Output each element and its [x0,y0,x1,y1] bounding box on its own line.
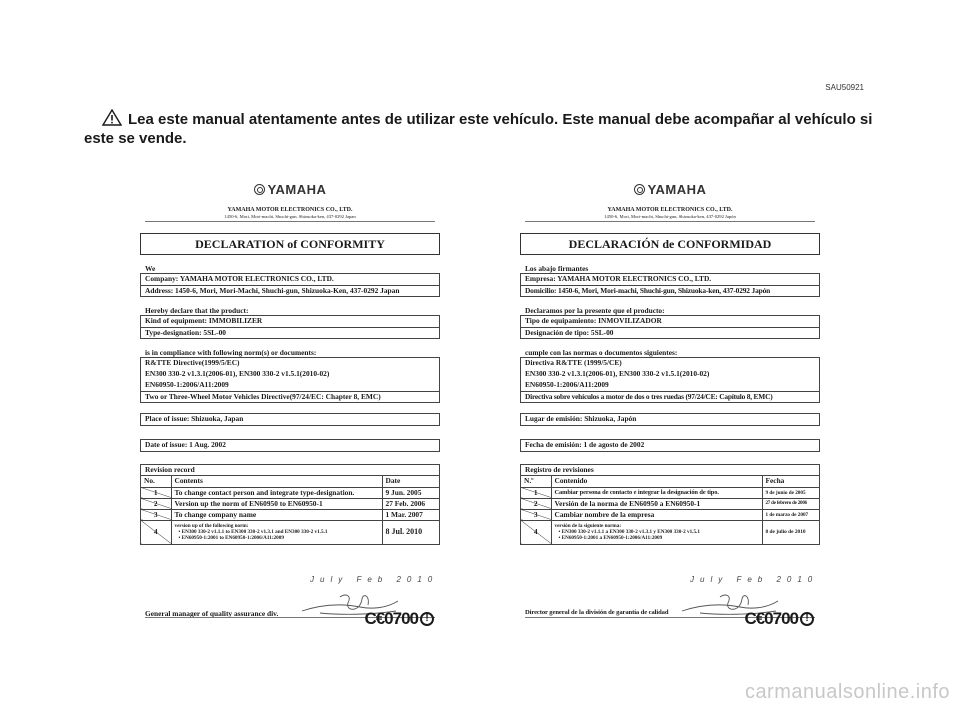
revision-date: 1 de marzo de 2007 [762,509,819,520]
revision-date: 27 de febrero de 2006 [762,498,819,509]
revision-table [141,476,439,544]
revision-content: versión de la siguiente norma: • EN300 330-2 v1.1.1 a EN300 330-2 v1.3.1 y EN300 330-2 v1.5.1 • EN60950-1:2001 a EN60950-1:2006/A11:2009 [551,520,762,544]
revision-content: Version up the norm of EN60950 to EN60950-1 [171,498,382,509]
company-box [140,273,440,297]
revision-title: Registro de revisiones [521,465,819,476]
date-of-issue: Date of issue: 1 Aug. 2002 [145,440,226,449]
revision-no: 4 [141,520,171,544]
table-row [141,520,439,544]
equipment-row: Kind of equipment: IMMOBILIZER [145,316,263,325]
warning-triangle-icon [102,109,122,126]
revision-date: 1 Mar. 2007 [382,509,439,520]
revision-no: 2 [521,498,551,509]
revision-table [521,476,819,544]
product-box [520,315,820,339]
revision-date: 8 Jul. 2010 [382,520,439,544]
company-address: 1450-6, Mori, Mori-machi, Shuchi-gun, Shizuoka-ken, 437-0292 Japón [525,214,815,222]
yamaha-tuning-fork-icon [254,184,265,195]
table-row [141,487,439,498]
product-label: Declaramos por la presente que el producto: [525,306,665,315]
revision-content: version up of the following norm: • EN300 330-2 v1.1.1 to EN300 330-2 v1.3.1 and EN300 330-2 v1.5.1 • EN60950-1:2001 to EN60950-1:2006/A11:2009 [171,520,382,544]
place-of-issue: Place of issue: Shizuoka, Japan [145,414,244,423]
revision-no: 3 [521,509,551,520]
handwritten-date: July Feb 2010 [690,575,819,584]
yamaha-tuning-fork-icon [634,184,645,195]
norm-row: R&TTE Directive(1999/5/EC) [145,358,240,367]
declaration-english [140,182,440,628]
revision-header-row [521,476,819,487]
revision-content: Cambiar persona de contacto e integrar la designación de tipo. [551,487,762,498]
signatory-title: General manager of quality assurance div. [145,609,279,618]
revision-no: 3 [141,509,171,520]
company-name: YAMAHA MOTOR ELECTRONICS CO., LTD. [607,207,733,213]
company-address: 1450-6, Mori, Mori-machi, Shuchi-gun, Shizuoka-ken, 437-0292 Japan [145,214,435,222]
norm-row: EN300 330-2 v1.3.1(2006-01), EN300 330-2 v1.5.1(2010-02) [525,369,710,378]
revision-record [140,464,440,545]
revision-content: Versión de la norma de EN60950 a EN60950-1 [551,498,762,509]
revision-no: 1 [521,487,551,498]
norm-row: EN60950-1:2006/A11:2009 [145,380,229,389]
we-label: Los abajo firmantes [525,264,589,273]
date-box [140,439,440,452]
revision-no: 2 [141,498,171,509]
company-row: Company: YAMAHA MOTOR ELECTRONICS CO., LTD. [145,274,334,283]
yamaha-logo: YAMAHA [520,182,820,198]
col-header-date: Date [382,476,439,487]
document-code: SAU50921 [825,83,864,92]
revision-content: To change contact person and integrate type-designation. [171,487,382,498]
norm-row: Two or Three-Wheel Motor Vehicles Directive(97/24/EC: Chapter 8, EMC) [141,391,439,402]
norm-row: Directiva R&TTE (1999/5/CE) [525,358,622,367]
product-label: Hereby declare that the product: [145,306,249,315]
declaration-title: DECLARATION of CONFORMITY [140,233,440,255]
table-row [141,509,439,520]
revision-content: To change company name [171,509,382,520]
norm-row: EN60950-1:2006/A11:2009 [525,380,609,389]
address-row: Address: 1450-6, Mori, Mori-Machi, Shuchi-gun, Shizuoka-Ken, 437-0292 Japan [141,285,439,296]
date-box [520,439,820,452]
company-name: YAMAHA MOTOR ELECTRONICS CO., LTD. [227,207,353,213]
declaration-title: DECLARACIÓN de CONFORMIDAD [520,233,820,255]
col-header-date: Fecha [762,476,819,487]
col-header-contents: Contents [174,476,203,486]
signatory-title: Director general de la división de garantía de calidad [525,609,669,616]
norms-label: cumple con las normas o documentos siguientes: [525,348,678,357]
product-box [140,315,440,339]
yamaha-logo: YAMAHA [140,182,440,198]
norm-row: EN300 330-2 v1.3.1(2006-01), EN300 330-2 v1.5.1(2010-02) [145,369,330,378]
alert-circle-icon: ! [420,612,434,626]
revision-date: 9 de junio de 2005 [762,487,819,498]
warning-text: Lea este manual atentamente antes de utilizar este vehículo. Este manual debe acompañar al vehículo si este se vende. [84,111,873,147]
table-row [521,487,819,498]
revision-date: 27 Feb. 2006 [382,498,439,509]
company-box [520,273,820,297]
ce-mark: C€0700 ! [364,609,434,629]
col-header-no: No. [141,476,171,487]
alert-circle-icon: ! [800,612,814,626]
revision-date: 8 de julio de 2010 [762,520,819,544]
revision-title: Revision record [141,465,439,476]
revision-header-row [141,476,439,487]
revision-record [520,464,820,545]
table-row [521,509,819,520]
we-label: We [145,264,156,273]
handwritten-date: July Feb 2010 [310,575,439,584]
col-header-contents: Contenido [554,476,588,486]
norms-box [140,357,440,403]
revision-date: 9 Jun. 2005 [382,487,439,498]
revision-no: 1 [141,487,171,498]
ce-mark: C€0700 ! [744,609,814,629]
norm-row: Directiva sobre vehículos a motor de dos o tres ruedas (97/24/CE: Capítulo 8, EMC) [521,391,819,402]
place-box [140,413,440,426]
norms-box [520,357,820,403]
equipment-row: Tipo de equipamiento: INMOVILIZADOR [525,316,662,325]
table-row [521,520,819,544]
warning-notice [84,109,874,148]
date-of-issue: Fecha de emisión: 1 de agosto de 2002 [525,440,645,449]
place-box [520,413,820,426]
type-row: Designación de tipo: 5SL-00 [521,327,819,338]
site-watermark: carmanualsonline.info [744,681,950,703]
col-header-no: N.º [521,476,551,487]
address-row: Domicilio: 1450-6, Mori, Mori-machi, Shuchi-gun, Shizuoka-ken, 437-0292 Japón [521,285,819,296]
type-row: Type-designation: 5SL-00 [141,327,439,338]
revision-content: Cambiar nombre de la empresa [551,509,762,520]
norms-label: is in compliance with following norm(s) or documents: [145,348,317,357]
revision-no: 4 [521,520,551,544]
place-of-issue: Lugar de emisión: Shizuoka, Japón [525,414,637,423]
declaration-spanish [520,182,820,628]
company-row: Empresa: YAMAHA MOTOR ELECTRONICS CO., LTD. [525,274,712,283]
table-row [521,498,819,509]
table-row [141,498,439,509]
